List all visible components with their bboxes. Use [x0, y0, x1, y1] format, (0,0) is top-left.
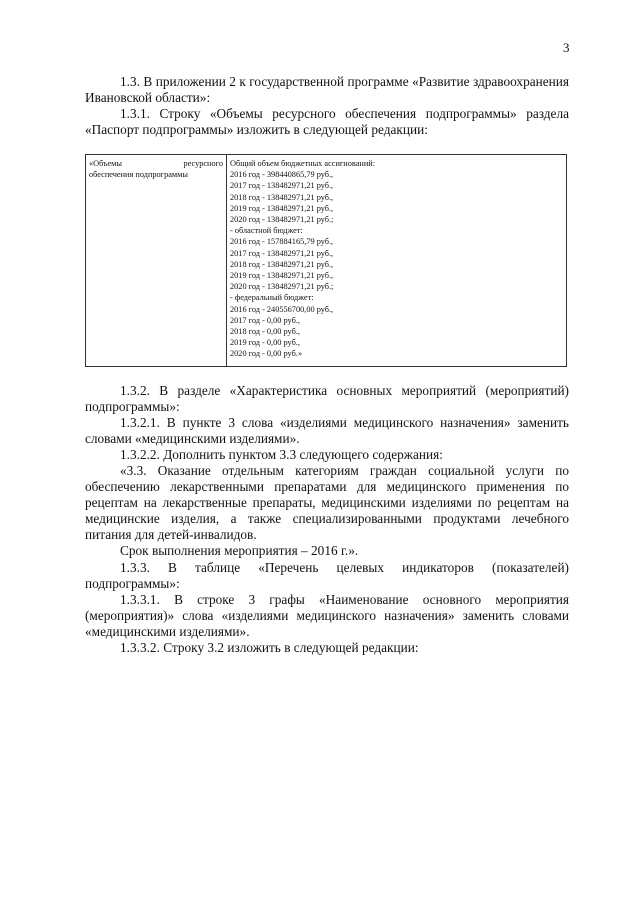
paragraph-1-3-2-1: 1.3.2.1. В пункте 3 слова «изделиями медицинского назначения» заменить словами «медицинскими изделиями». [85, 415, 569, 447]
table-line: 2018 год - 138482971,21 руб., [230, 192, 334, 202]
paragraph-1-3-3-1: 1.3.3.1. В строке 3 графы «Наименование основного мероприятия (мероприятия)» слова «изделиями медицинского назначения» заменить словами «медицинскими изделиями». [85, 591, 569, 639]
paragraph-1-3-2: 1.3.2. В разделе «Характеристика основных мероприятий (мероприятий) подпрограммы»: [85, 383, 569, 415]
table-line: 2017 год - 0,00 руб., [230, 315, 300, 325]
paragraph-1-3-1: 1.3.1. Строку «Объемы ресурсного обеспечения подпрограммы» раздела «Паспорт подпрограммы» изложить в следующей редакции: [85, 106, 569, 138]
table-right-cell [227, 155, 566, 366]
table-line: 2019 год - 138482971,21 руб., [230, 203, 334, 213]
left-cell-word-2: ресурсного [183, 159, 223, 168]
table-line: 2016 год - 240556700,00 руб., [230, 304, 334, 314]
intro-section [85, 74, 569, 138]
left-cell-line-2: обеспечения подпрограммы [89, 170, 188, 180]
paragraph-3-3-text: «3.3. Оказание отдельным категориям граждан социальной услуги по обеспечению лекарственными препаратами для медицинского применения по рецептам на лекарственные препараты, медицинскими изделиями по рецептам на медицинские изделия, а также специализированными продуктами лечебного питания для детей-инвалидов. [85, 463, 569, 543]
table-line: 2018 год - 0,00 руб., [230, 327, 300, 337]
table-line: 2020 год - 0,00 руб.» [230, 349, 303, 359]
table-line: 2019 год - 0,00 руб., [230, 338, 300, 348]
body-section [85, 383, 569, 656]
table-line: - областной бюджет: [230, 226, 303, 236]
table-line: - федеральный бюджет: [230, 293, 314, 303]
table-line: 2016 год - 398440865,79 руб., [230, 170, 334, 180]
table-line: 2017 год - 138482971,21 руб., [230, 248, 334, 258]
table-line: 2020 год - 138482971,21 руб.; [230, 282, 334, 292]
paragraph-1-3-2-2: 1.3.2.2. Дополнить пунктом 3.3 следующего содержания: [120, 447, 443, 463]
table-line: 2016 год - 157884165,79 руб., [230, 237, 334, 247]
resource-table [85, 154, 567, 367]
table-line: 2020 год - 138482971,21 руб.; [230, 215, 334, 225]
page-number: 3 [563, 40, 570, 55]
paragraph-1-3-3: 1.3.3. В таблице «Перечень целевых индикаторов (показателей) подпрограммы»: [85, 559, 569, 591]
paragraph-1-3: 1.3. В приложении 2 к государственной программе «Развитие здравоохранения Ивановской области»: [85, 74, 569, 106]
table-line: 2018 год - 138482971,21 руб., [230, 259, 334, 269]
table-line: Общий объем бюджетных ассигнований: [230, 159, 376, 168]
paragraph-1-3-3-2: 1.3.3.2. Строку 3.2 изложить в следующей редакции: [120, 639, 419, 655]
table-left-cell [86, 155, 227, 366]
left-cell-word-1: «Объемы [89, 159, 122, 168]
table-line: 2019 год - 138482971,21 руб., [230, 271, 334, 281]
paragraph-deadline: Срок выполнения мероприятия – 2016 г.». [120, 543, 359, 559]
table-line: 2017 год - 138482971,21 руб., [230, 181, 334, 191]
